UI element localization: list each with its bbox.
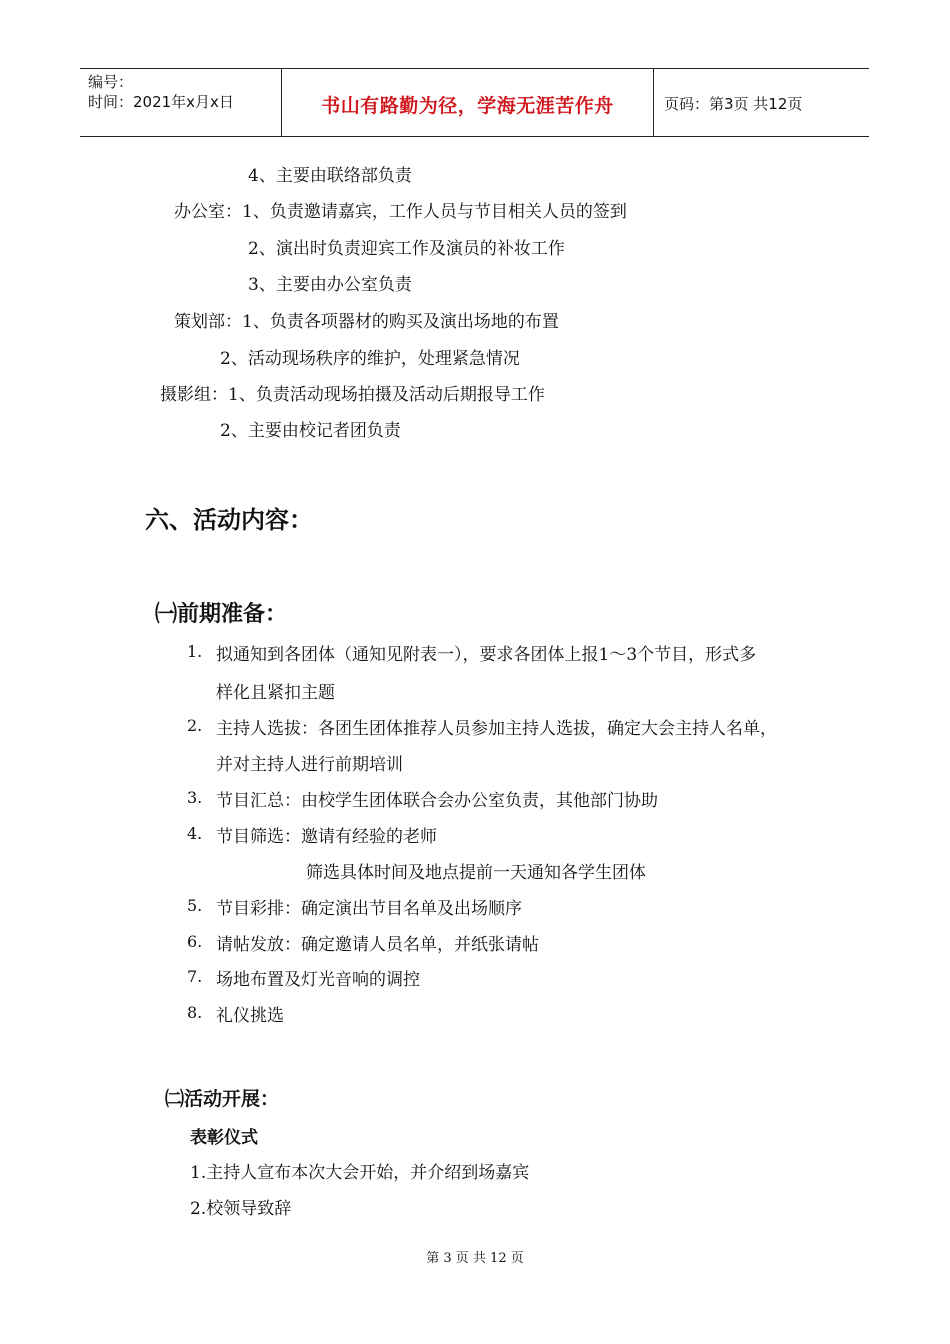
list-item: 场地布置及灯光音响的调控 (216, 970, 420, 990)
list-item: 2.校领导致辞 (190, 1199, 292, 1219)
section-title: 六、活动内容： (145, 506, 313, 534)
list-item-number: 6. (187, 932, 203, 951)
header-motto-cell (282, 69, 654, 136)
role-line: 办公室：1、负责邀请嘉宾，工作人员与节目相关人员的签到 (174, 202, 627, 222)
list-item-number: 8. (187, 1003, 203, 1022)
role-line: 2、主要由校记者团负责 (220, 421, 401, 441)
list-item: 主持人选拔：各团生团体推荐人员参加主持人选拔，确定大会主持人名单， (216, 719, 777, 739)
list-item: 节目筛选：邀请有经验的老师 (216, 827, 437, 847)
list-item: 1.主持人宣布本次大会开始，并介绍到场嘉宾 (190, 1163, 530, 1183)
role-line: 4、主要由联络部负责 (248, 166, 412, 186)
role-line: 3、主要由办公室负责 (248, 275, 412, 295)
prep-title: ㈠前期准备： (155, 602, 288, 627)
role-line: 2、活动现场秩序的维护，处理紧急情况 (220, 349, 520, 369)
list-item-number: 5. (187, 896, 203, 915)
page-header (80, 68, 869, 137)
list-item-number: 7. (187, 967, 203, 986)
list-item: 礼仪挑选 (216, 1006, 284, 1026)
list-item: 拟通知到各团体（通知见附表一），要求各团体上报1～3个节目，形式多 (216, 645, 757, 665)
list-item: 样化且紧扣主题 (216, 683, 335, 703)
document-date: 时间：2021年x月x日 (88, 93, 234, 111)
header-page-cell (654, 69, 869, 136)
header-motto: 书山有路勤为径，学海无涯苦作舟 (321, 95, 614, 117)
header-info-cell (80, 69, 282, 136)
launch-title: ㈡活动开展： (165, 1088, 280, 1110)
list-item: 请帖发放：确定邀请人员名单，并纸张请帖 (216, 935, 539, 955)
launch-subtitle: 表彰仪式 (190, 1128, 258, 1148)
role-line: 策划部：1、负责各项器材的购买及演出场地的布置 (174, 312, 559, 332)
list-item: 节目汇总：由校学生团体联合会办公室负责，其他部门协助 (216, 791, 658, 811)
list-item-number: 1. (187, 642, 203, 661)
header-page-number: 页码：第3页 共12页 (664, 95, 803, 113)
list-item-number: 4. (187, 824, 203, 843)
list-item: 节目彩排：确定演出节目名单及出场顺序 (216, 899, 522, 919)
document-code: 编号： (88, 73, 134, 91)
list-item: 筛选具体时间及地点提前一天通知各学生团体 (306, 863, 646, 883)
list-item: 并对主持人进行前期培训 (216, 755, 403, 775)
role-line: 摄影组：1、负责活动现场拍摄及活动后期报导工作 (160, 385, 545, 405)
list-item-number: 2. (187, 716, 203, 735)
role-line: 2、演出时负责迎宾工作及演员的补妆工作 (248, 239, 565, 259)
page-footer: 第 3 页 共 12 页 (426, 1251, 524, 1266)
list-item-number: 3. (187, 788, 203, 807)
